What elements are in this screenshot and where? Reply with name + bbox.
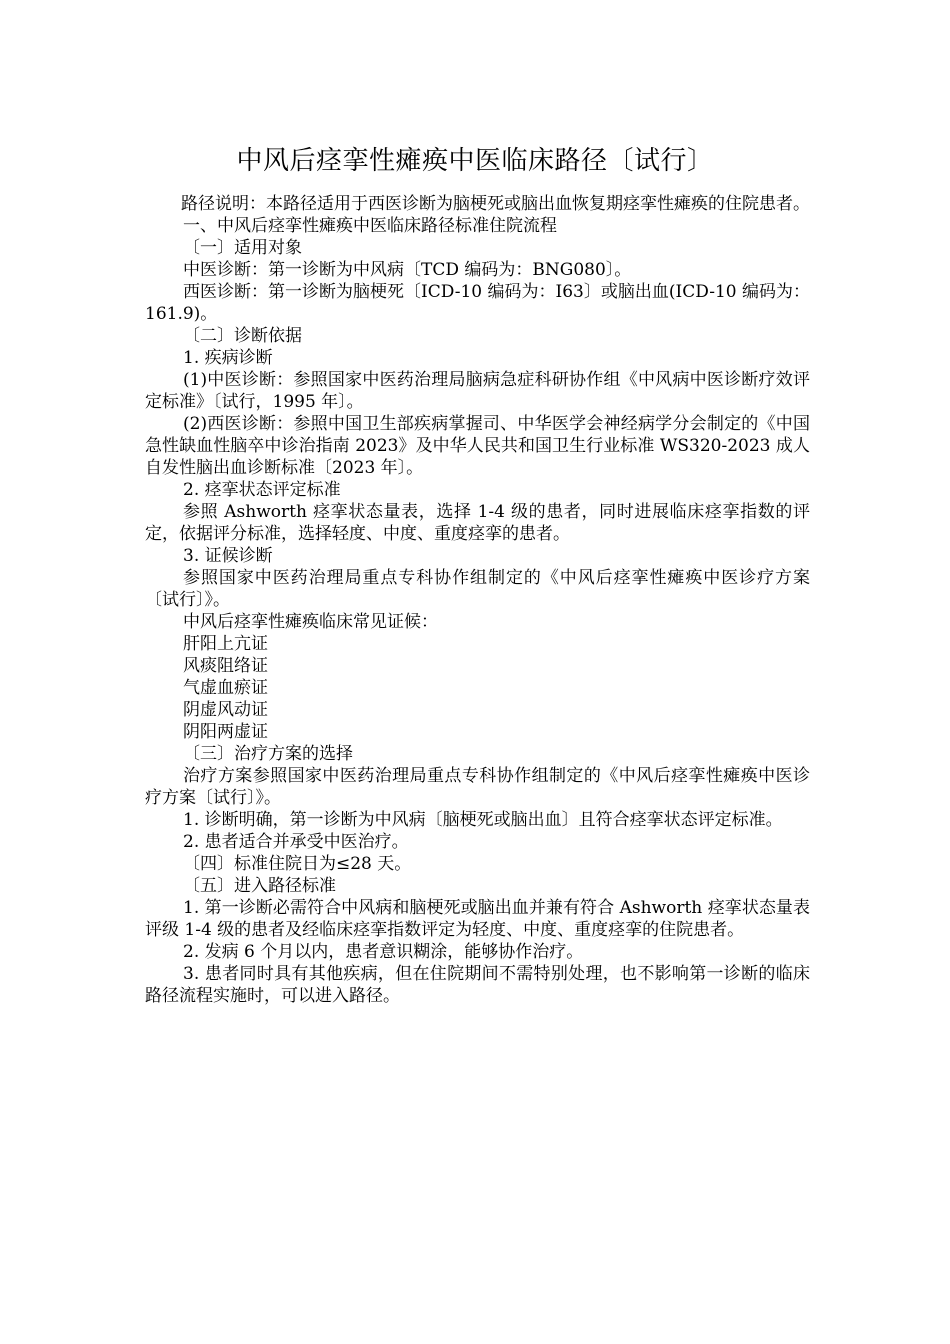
list-item-entry-3: 3. 患者同时具有其他疾病，但在住院期间不需特别处理，也不影响第一诊断的临床路径流程实施时，可以进入路径。 (145, 964, 810, 1006)
subsection-heading-entry: 〔五〕进入路径标准 (183, 876, 336, 896)
paragraph-treatment-reference: 治疗方案参照国家中医药治理局重点专科协作组制定的《中风后痉挛性瘫痪中医诊疗方案〔试行〕》。 (145, 766, 810, 808)
paragraph-syndrome-reference: 参照国家中医药治理局重点专科协作组制定的《中风后痉挛性瘫痪中医诊疗方案〔试行〕》。 (145, 568, 810, 610)
document-title: 中风后痉挛性瘫痪中医临床路径〔试行〕 (236, 146, 714, 176)
subsection-heading-stay: 〔四〕标准住院日为≤28 天。 (183, 854, 412, 874)
paragraph-path-description: 路径说明：本路径适用于西医诊断为脑梗死或脑出血恢复期痉挛性瘫痪的住院患者。 (181, 194, 810, 214)
paragraph-western-criteria: (2)西医诊断：参照中国卫生部疾病掌握司、中华医学会神经病学分会制定的《中国急性缺血性脑卒中诊治指南 2023》及中华人民共和国卫生行业标准 WS320-2023 成人自发性脑出血诊断标准〔2023 年〕。 (145, 414, 810, 478)
paragraph-common-syndromes: 中风后痉挛性瘫痪临床常见证候： (183, 612, 438, 632)
subsection-heading-scope: 〔一〕适用对象 (183, 238, 302, 258)
list-item-entry-1: 1. 第一诊断必需符合中风病和脑梗死或脑出血并兼有符合 Ashworth 痉挛状态量表评级 1-4 级的患者及经临床痉挛指数评定为轻度、中度、重度痉挛的住院患者。 (145, 898, 810, 940)
list-item-disease-diagnosis: 1. 疾病诊断 (183, 348, 273, 368)
subsection-heading-treatment: 〔三〕治疗方案的选择 (183, 744, 353, 764)
list-item-treatment-2: 2. 患者适合并承受中医治疗。 (183, 832, 409, 852)
list-item-treatment-1: 1. 诊断明确，第一诊断为中风病〔脑梗死或脑出血〕且符合痉挛状态评定标准。 (183, 810, 783, 830)
paragraph-western-diagnosis: 西医诊断：第一诊断为脑梗死〔ICD-10 编码为：I63〕或脑出血(ICD-10 编码为：161.9)。 (145, 282, 810, 324)
paragraph-ashworth: 参照 Ashworth 痉挛状态量表，选择 1-4 级的患者，同时进展临床痉挛指数的评定，依据评分标准，选择轻度、中度、重度痉挛的患者。 (145, 502, 810, 544)
subsection-heading-basis: 〔二〕诊断依据 (183, 326, 302, 346)
syndrome-item: 阴阳两虚证 (183, 722, 268, 742)
paragraph-tcm-criteria: (1)中医诊断：参照国家中医药治理局脑病急症科研协作组《中风病中医诊断疗效评定标准》〔试行，1995 年〕。 (145, 370, 810, 412)
syndrome-item: 肝阳上亢证 (183, 634, 268, 654)
section-heading-1: 一、中风后痉挛性瘫痪中医临床路径标准住院流程 (183, 216, 557, 236)
syndrome-item: 阴虚风动证 (183, 700, 268, 720)
list-item-spasticity-criteria: 2. 痉挛状态评定标准 (183, 480, 341, 500)
syndrome-item: 风痰阻络证 (183, 656, 268, 676)
list-item-syndrome-diagnosis: 3. 证候诊断 (183, 546, 273, 566)
document-body (145, 193, 810, 1007)
syndrome-item: 气虚血瘀证 (183, 678, 268, 698)
list-item-entry-2: 2. 发病 6 个月以内，患者意识糊涂，能够协作治疗。 (183, 942, 584, 962)
paragraph-tcm-diagnosis: 中医诊断：第一诊断为中风病〔TCD 编码为：BNG080〕。 (183, 260, 632, 280)
